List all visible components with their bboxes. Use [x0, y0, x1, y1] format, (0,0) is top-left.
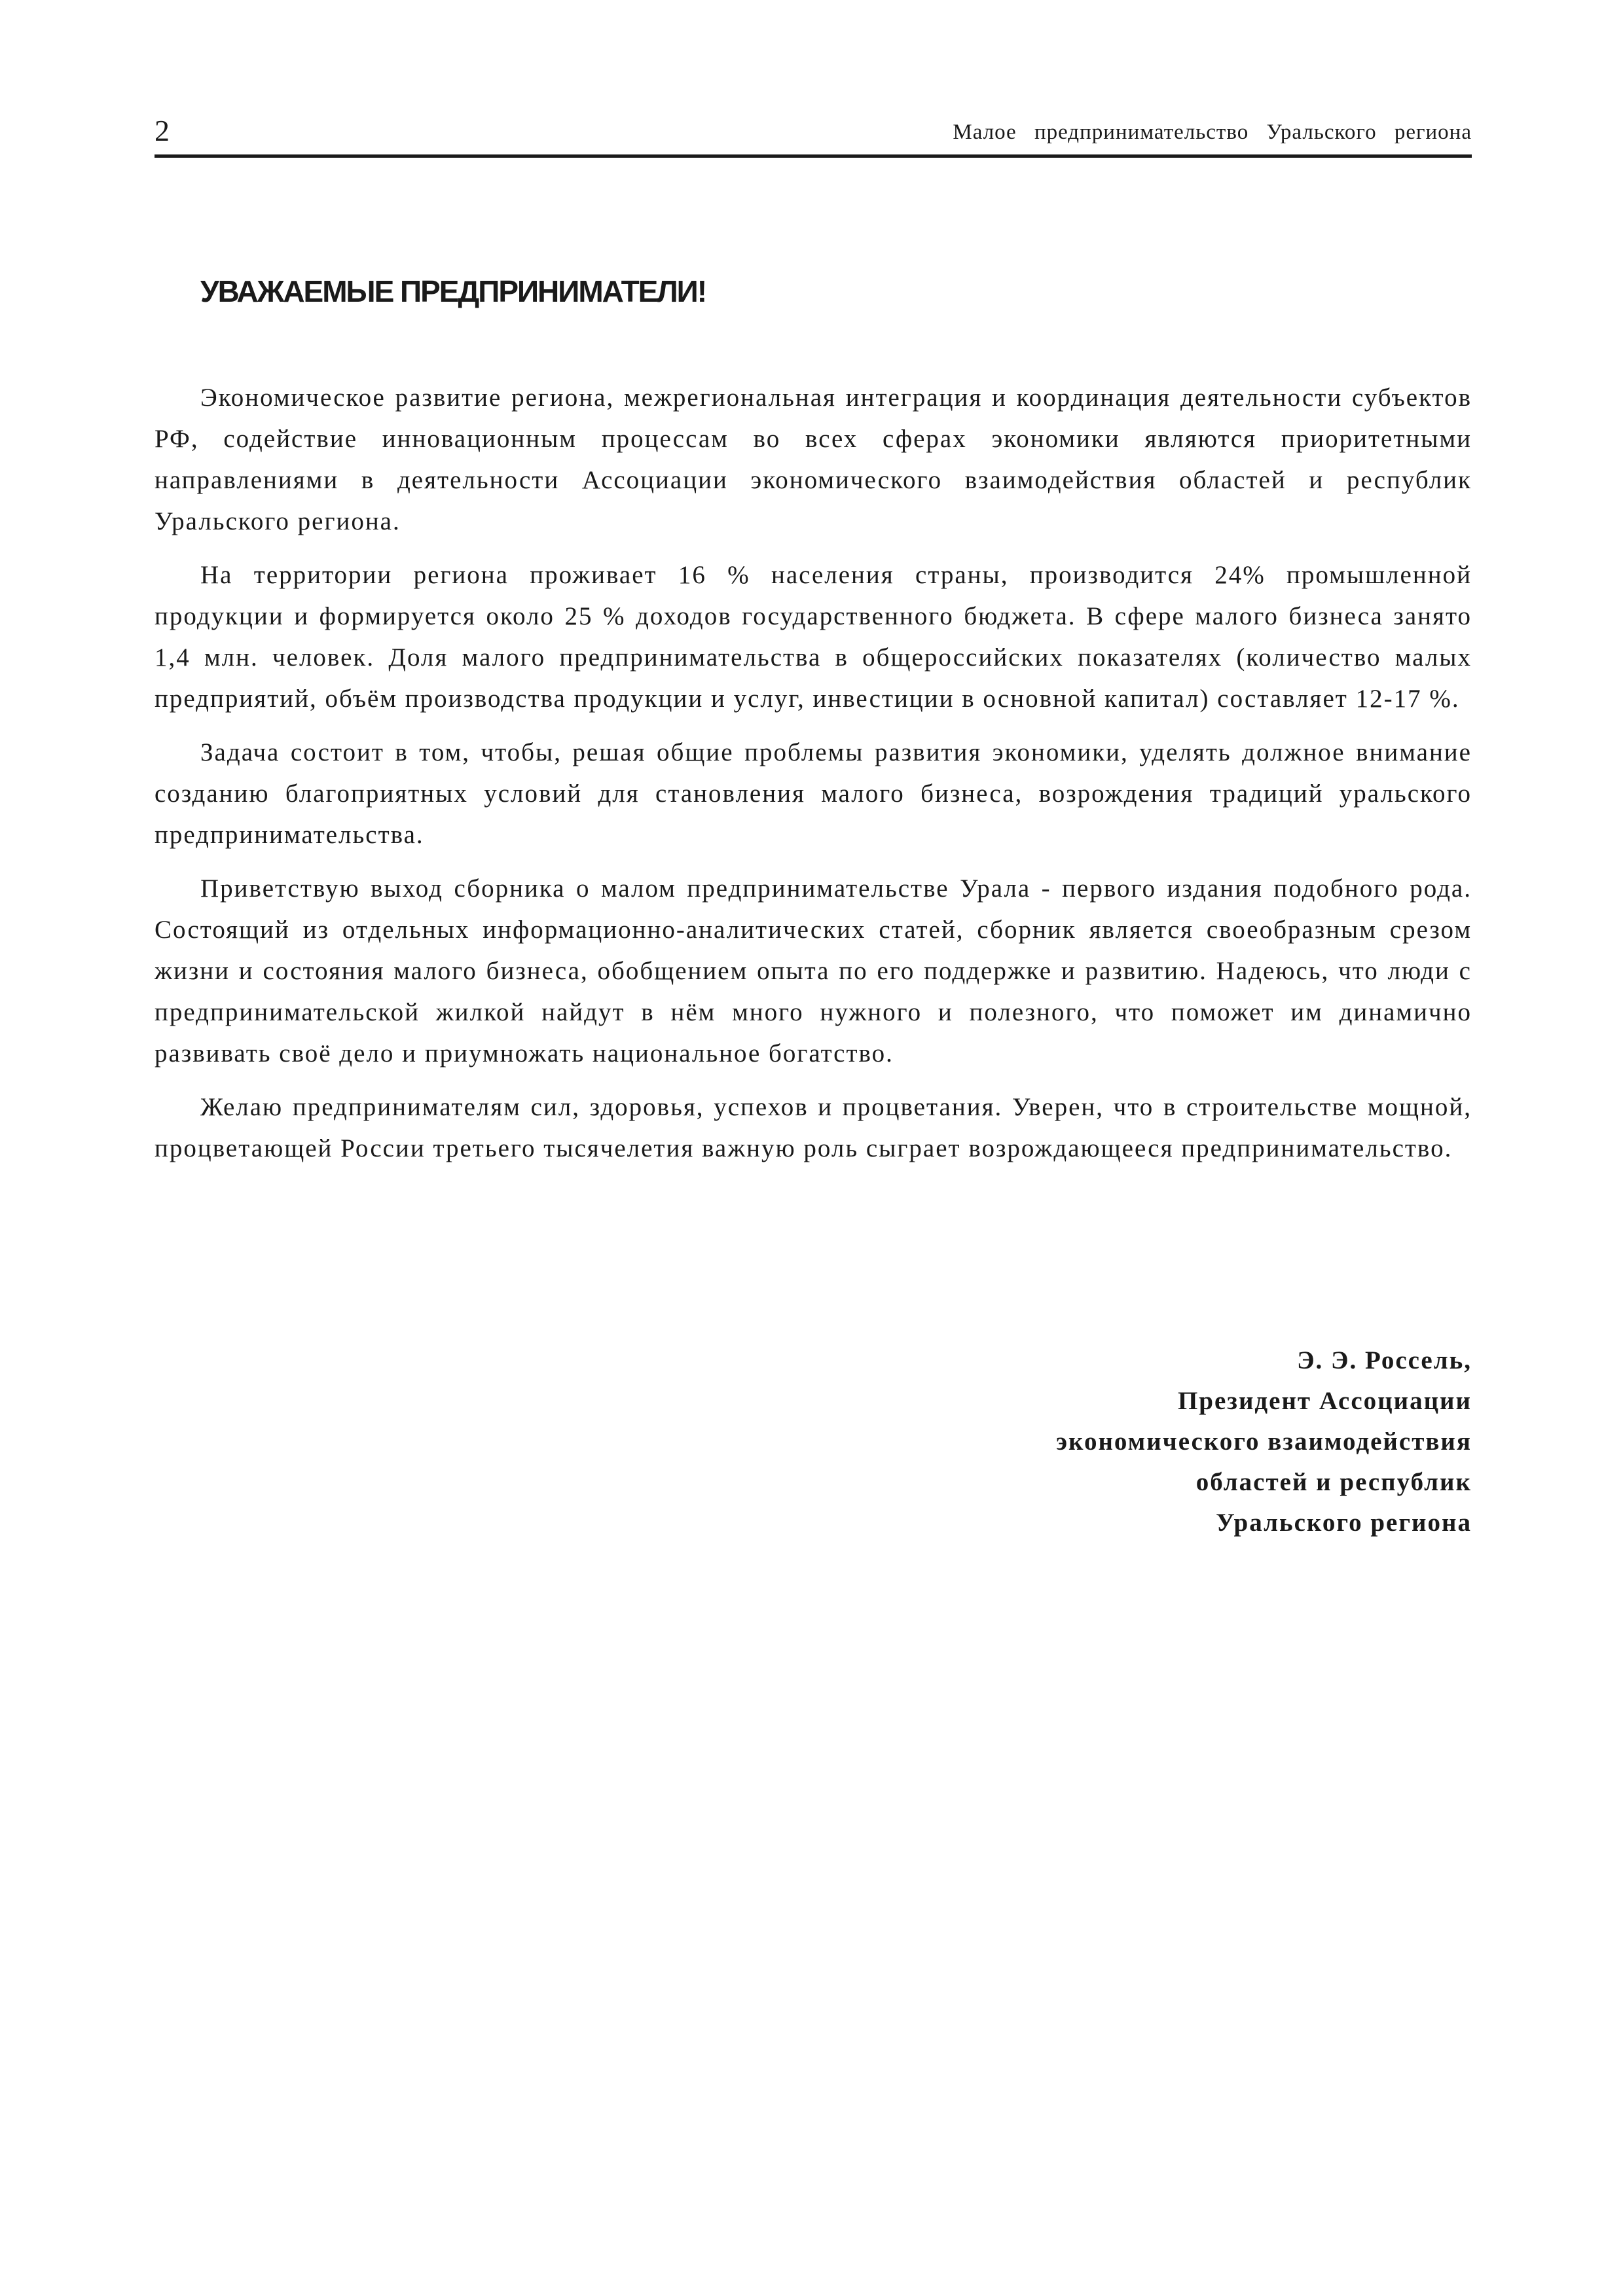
running-title: Малое предпринимательство Уральского региона — [953, 120, 1472, 144]
signature-line-4: Уральского региона — [1216, 1509, 1472, 1537]
page-number: 2 — [155, 114, 170, 147]
paragraph-2: На территории региона проживает 16 % населения страны, производится 24% промышленной продукции и формируется около 25 % доходов государственного бюджета. В сфере малого бизнеса занято 1,4 млн. человек. Доля малого предпринимательства в общероссийских показателях (количество малых предприятий, объём производства продукции и услуг, инвестиции в основной капитал) составляет 12-17 %. — [155, 561, 1472, 713]
paragraph-4: Приветствую выход сборника о малом предпринимательстве Урала - первого издания подобного рода. Состоящий из отдельных информационно-аналитических статей, сборник является своеобразным срезом жизни и состояния малого бизнеса, обобщением опыта по его поддержке и развитию. Надеюсь, что люди с предпринимательской жилкой найдут в нём много нужного и полезного, что поможет им динамично развивать своё дело и приумножать национальное богатство. — [155, 874, 1472, 1067]
signature-line-1: Президент Ассоциации — [1177, 1387, 1472, 1415]
signature-name: Э. Э. Россель, — [1297, 1346, 1472, 1374]
paragraph-5: Желаю предпринимателям сил, здоровья, успехов и процветания. Уверен, что в строительстве мощной, процветающей России третьего тысячелетия важную роль сыграет возрождающееся предпринимательство. — [155, 1093, 1472, 1162]
signature-line-3: областей и республик — [1195, 1468, 1472, 1496]
page-header — [155, 110, 1472, 158]
letter-body — [155, 377, 1472, 1181]
signature-line-2: экономического взаимодействия — [1056, 1427, 1472, 1456]
paragraph-3: Задача состоит в том, чтобы, решая общие проблемы развития экономики, уделять должное внимание созданию благоприятных условий для становления малого бизнеса, возрождения традиций уральского предпринимательства. — [155, 738, 1472, 849]
paragraph-1: Экономическое развитие региона, межрегиональная интеграция и координация деятельности субъектов РФ, содействие инновационным процессам во всех сферах экономики являются приоритетными направлениями в деятельности Ассоциации экономического взаимодействия областей и республик Уральского региона. — [155, 384, 1472, 535]
headline: УВАЖАЕМЫЕ ПРЕДПРИНИМАТЕЛИ! — [200, 274, 706, 308]
signature-block — [1056, 1340, 1472, 1543]
